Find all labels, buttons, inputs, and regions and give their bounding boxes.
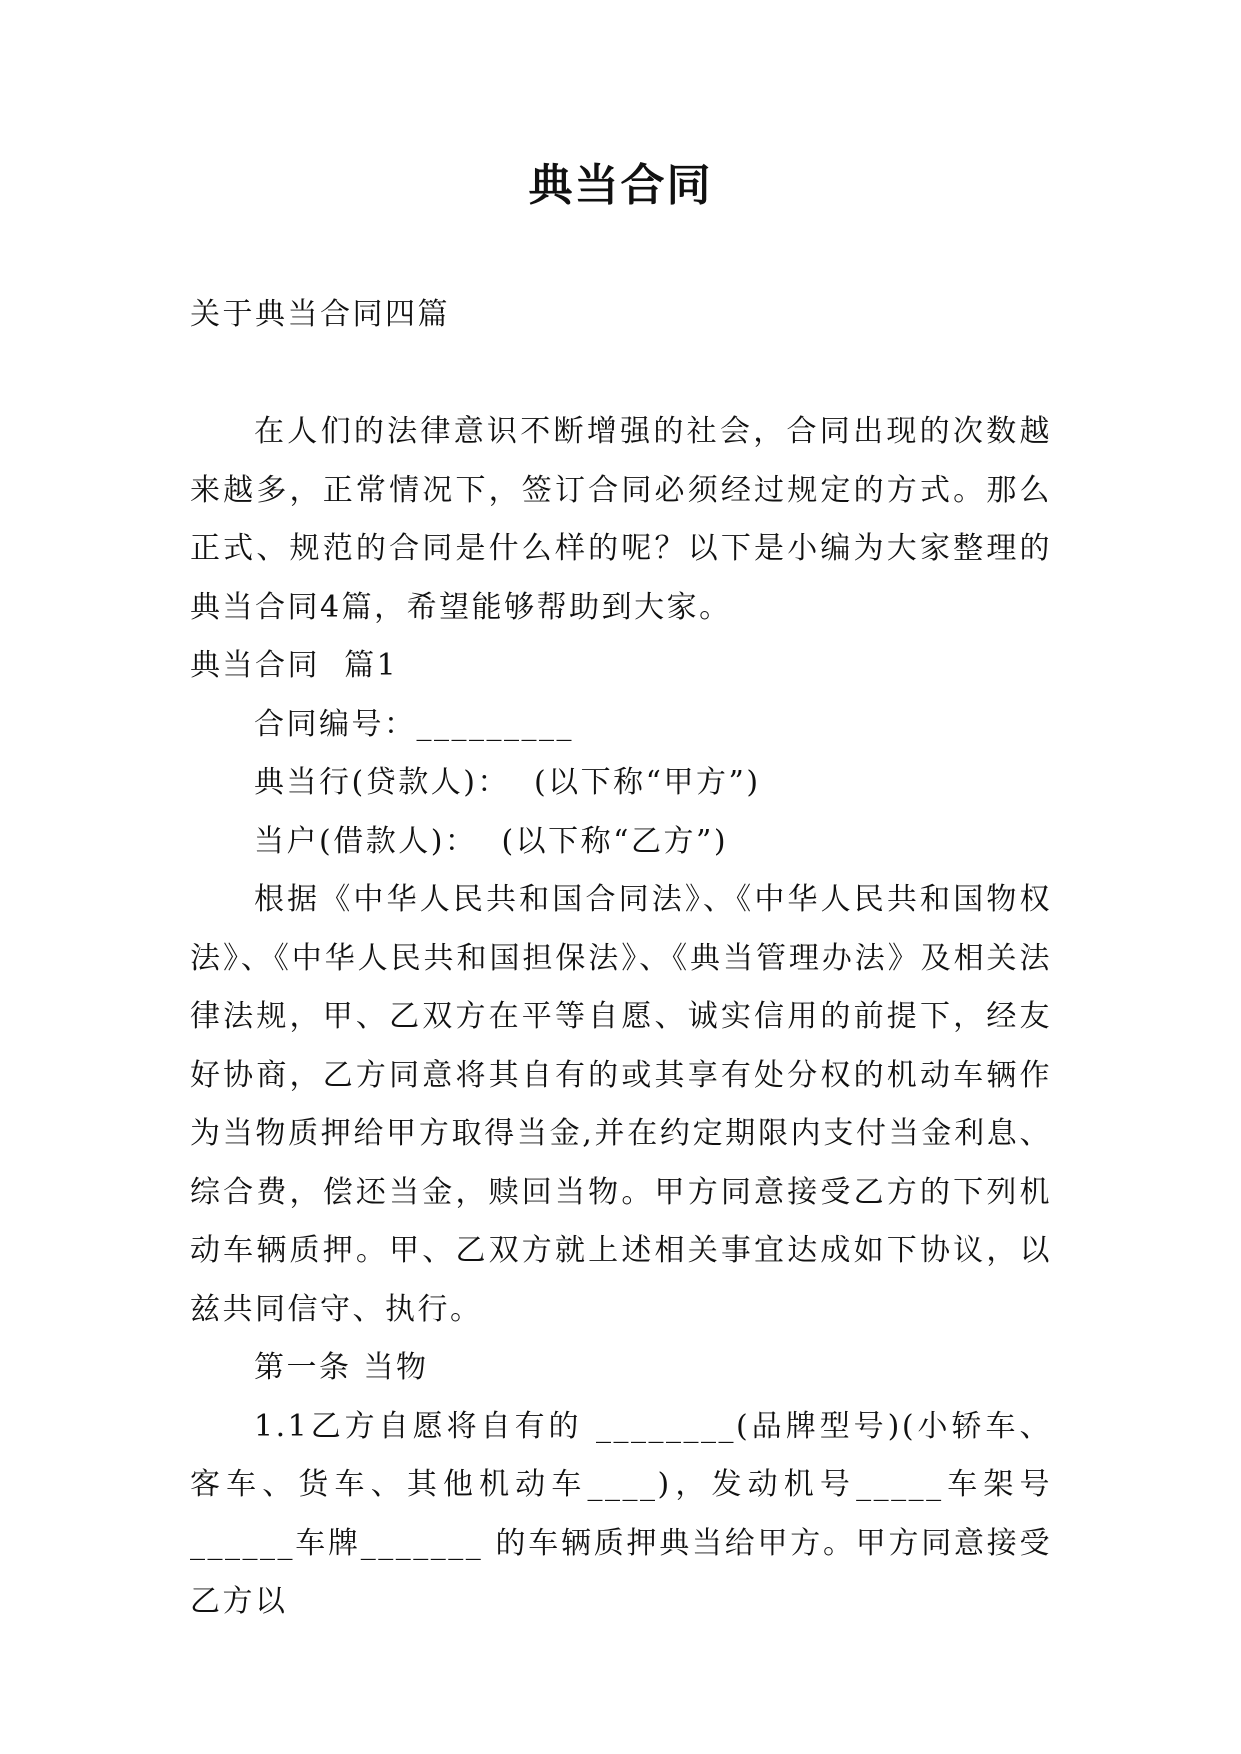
section-heading: 典当合同 篇1 <box>190 648 399 683</box>
party-b-line: 当户(借款人)： (以下称“乙方”) <box>254 823 729 859</box>
clause-1-1: 1.1乙方自愿将自有的 ________(品牌型号)(小轿车、客车、货车、其他机动车____)，发动机号_____车架号______车牌_______ 的车辆质押典当给甲方。甲方同意接受乙方以 <box>190 1408 1052 1619</box>
basis-paragraph: 根据《中华人民共和国合同法》、《中华人民共和国物权法》、《中华人民共和国担保法》、《典当管理办法》及相关法律法规，甲、乙双方在平等自愿、诚实信用的前提下，经友好协商，乙方同意将其自有的或其享有处分权的机动车辆作为当物质押给甲方取得当金,并在约定期限内支付当金利息、综合费，偿还当金，赎回当物。甲方同意接受乙方的下列机动车辆质押。甲、乙双方就上述相关事宜达成如下协议，以兹共同信守、执行。 <box>190 882 1052 1327</box>
contract-number-line: 合同编号：_________ <box>254 706 574 742</box>
intro-paragraph: 在人们的法律意识不断增强的社会，合同出现的次数越来越多，正常情况下，签订合同必须经过规定的方式。那么正式、规范的合同是什么样的呢？以下是小编为大家整理的典当合同4篇，希望能够帮助到大家。 <box>190 414 1052 625</box>
document-subtitle: 关于典当合同四篇 <box>190 297 450 332</box>
party-a-line: 典当行(贷款人)： (以下称“甲方”) <box>254 765 761 800</box>
document-title: 典当合同 <box>528 160 713 211</box>
spacer <box>190 345 1052 404</box>
article-one-heading: 第一条 当物 <box>254 1350 429 1385</box>
document-body <box>190 286 1052 1632</box>
